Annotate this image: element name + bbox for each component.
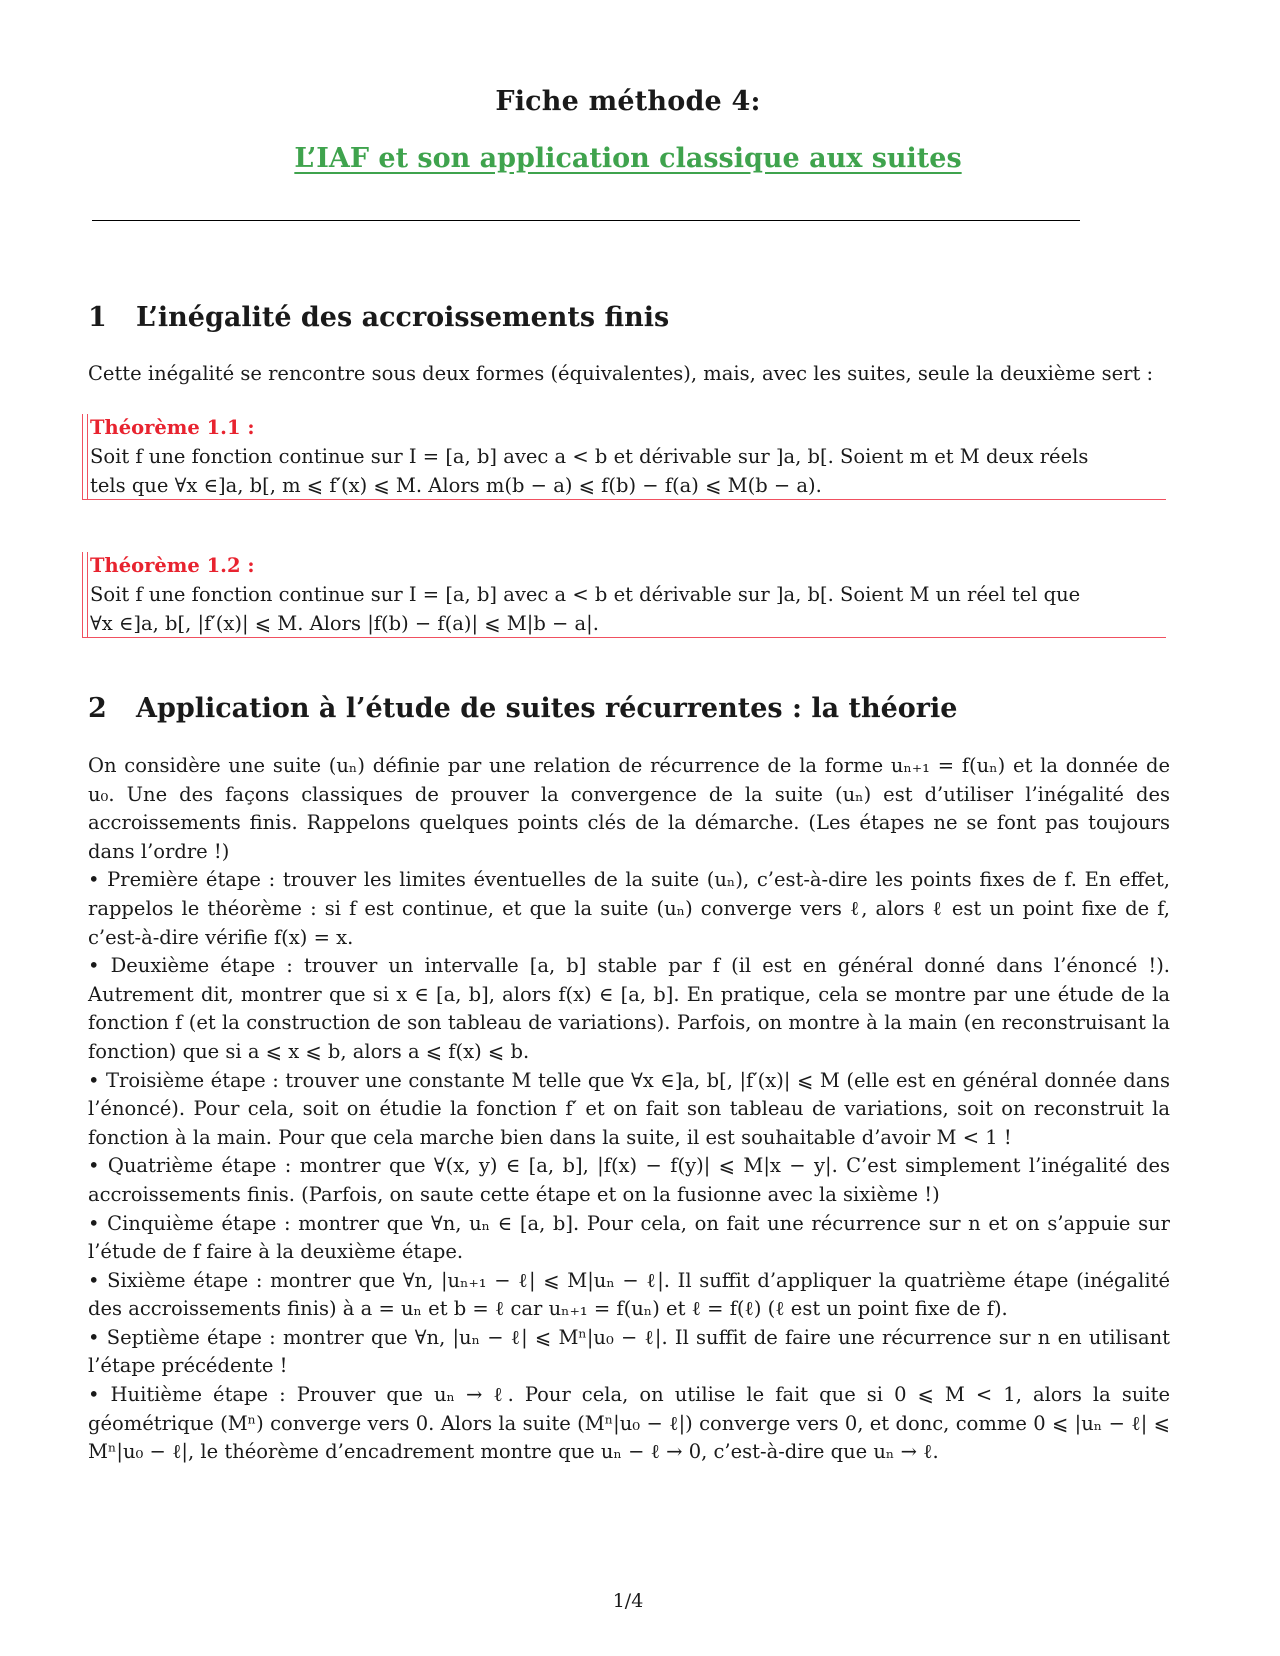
step-7: • Septième étape : montrer que ∀n, |uₙ − ℓ| ⩽ Mⁿ|u₀ − ℓ|. Il suffit de faire une récurrence sur n en utilisant l’étape précédente ! (88, 1325, 1170, 1378)
theorem-box-1 (82, 414, 1166, 500)
theorem-box-2 (82, 552, 1166, 638)
step-5: • Cinquième étape : montrer que ∀n, uₙ ∈ [a, b]. Pour cela, on fait une récurrence sur n et on s’appuie sur l’étude de f faire à la deuxième étape. (88, 1211, 1170, 1264)
step-6: • Sixième étape : montrer que ∀n, |uₙ₊₁ − ℓ| ⩽ M|uₙ − ℓ|. Il suffit d’appliquer la quatrième étape (inégalité des accroissements finis) à a = uₙ et b = ℓ car uₙ₊₁ = f(uₙ) et ℓ = f(ℓ) (ℓ est un point fixe de f). (88, 1268, 1170, 1321)
theorem-2-line-2: ∀x ∈]a, b[, |f′(x)| ⩽ M. Alors |f(b) − f(a)| ⩽ M|b − a|. (90, 612, 599, 635)
step-3: • Troisième étape : trouver une constante M telle que ∀x ∈]a, b[, |f′(x)| ⩽ M (elle est en général donnée dans l’énoncé). Pour cela, soit on étudie la fonction f′ et on fait son tableau de variations, soit on reconstruit la fonction à la main. Pour que cela marche bien dans la suite, il est souhaitable d’avoir M < 1 ! (88, 1068, 1170, 1149)
theorem-2-line-1: Soit f une fonction continue sur I = [a, b] avec a < b et dérivable sur ]a, b[. Soient M un réel tel que (90, 583, 1081, 606)
section-2-heading (88, 693, 957, 724)
page-number: 1/4 (612, 1590, 644, 1612)
paragraph-intro: On considère une suite (uₙ) définie par une relation de récurrence de la forme uₙ₊₁ = f(uₙ) et la donnée de u₀. Une des façons classiques de prouver la convergence de la suite (uₙ) est d’utiliser l’inégalité des accroissements finis. Rappelons quelques points clés de la démarche. (Les étapes ne se font pas toujours dans l’ordre !) (88, 754, 1170, 863)
step-2: • Deuxième étape : trouver un intervalle [a, b] stable par f (il est en général donné dans l’énoncé !). Autrement dit, montrer que si x ∈ [a, b], alors f(x) ∈ [a, b]. En pratique, cela se montre par une étude de la fonction f (et la construction de son tableau de variations). Parfois, on montre à la main (en reconstruisant la fonction) que si a ⩽ x ⩽ b, alors a ⩽ f(x) ⩽ b. (88, 954, 1170, 1063)
section-1-title: L’inégalité des accroissements finis (136, 302, 670, 333)
step-4: • Quatrième étape : montrer que ∀(x, y) ∈ [a, b], |f(x) − f(y)| ⩽ M|x − y|. C’est simplement l’inégalité des accroissements finis. (Parfois, on saute cette étape et on la fusionne avec la sixième !) (88, 1154, 1170, 1206)
page-title: Fiche méthode 4: (495, 86, 761, 117)
document-page (88, 0, 1168, 1656)
section-1-heading (88, 302, 669, 333)
page-subtitle: L’IAF et son application classique aux suites (294, 143, 962, 174)
section-2-title: Application à l’étude de suites récurrentes : la théorie (136, 693, 958, 724)
section-1-intro: Cette inégalité se rencontre sous deux formes (équivalentes), mais, avec les suites, seule la deuxième sert : (88, 362, 1154, 385)
title-divider (92, 220, 1080, 221)
section-2-number: 2 (88, 693, 107, 724)
theorem-1-line-2: tels que ∀x ∈]a, b[, m ⩽ f′(x) ⩽ M. Alors m(b − a) ⩽ f(b) − f(a) ⩽ M(b − a). (90, 474, 822, 497)
theorem-1-line-1: Soit f une fonction continue sur I = [a, b] avec a < b et dérivable sur ]a, b[. Soient m et M deux réels (90, 445, 1089, 468)
step-8: • Huitième étape : Prouver que uₙ → ℓ. Pour cela, on utilise le fait que si 0 ⩽ M < 1, alors la suite géométrique (Mⁿ) converge vers 0. Alors la suite (Mⁿ|u₀ − ℓ|) converge vers 0, et donc, comme 0 ⩽ |uₙ − ℓ| ⩽ Mⁿ|u₀ − ℓ|, le théorème d’encadrement montre que uₙ − ℓ → 0, c’est-à-dire que uₙ → ℓ. (88, 1383, 1170, 1464)
section-2-body (88, 752, 1170, 1467)
section-1-number: 1 (88, 302, 107, 333)
theorem-1-title: Théorème 1.1 : (90, 416, 255, 439)
theorem-2-title: Théorème 1.2 : (90, 554, 255, 577)
step-1: • Première étape : trouver les limites éventuelles de la suite (uₙ), c’est-à-dire les points fixes de f. En effet, rappelos le théorème : si f est continue, et que la suite (uₙ) converge vers ℓ, alors ℓ est un point fixe de f, c’est-à-dire vérifie f(x) = x. (88, 868, 1170, 949)
